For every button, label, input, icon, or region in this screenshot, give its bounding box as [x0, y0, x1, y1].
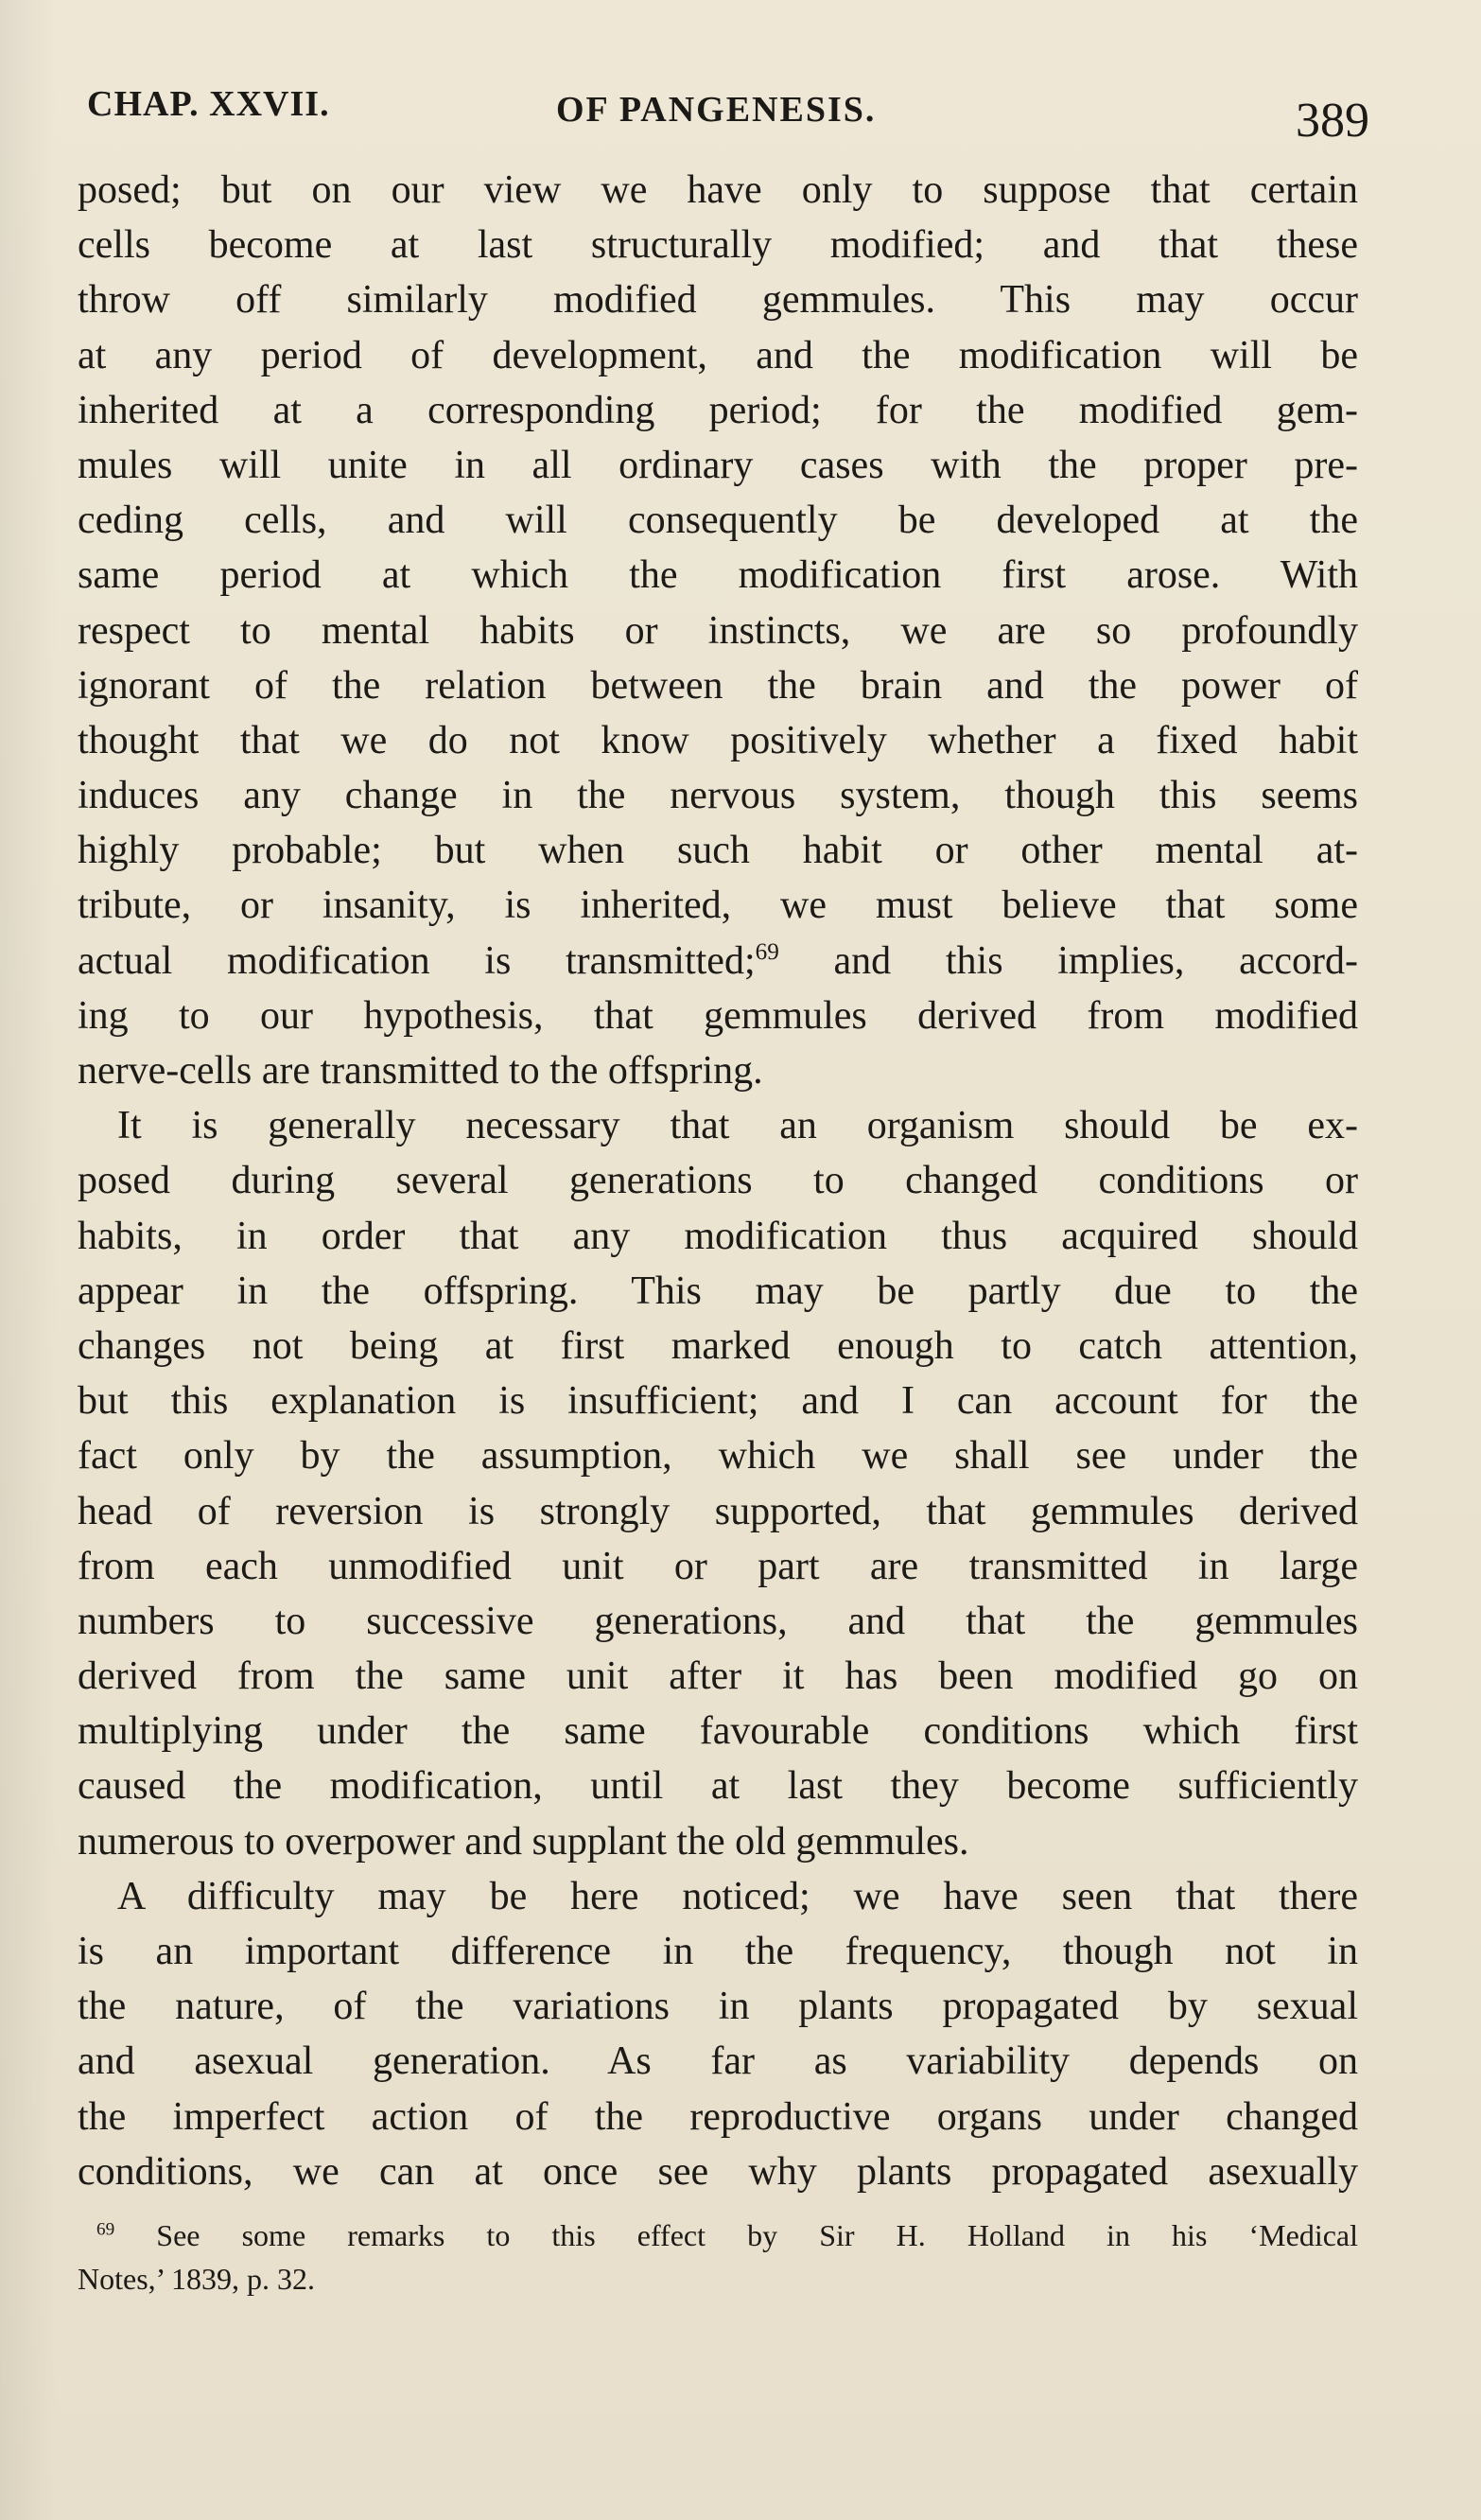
- text-line: the imperfect action of the reproductive organs under changed: [78, 2094, 1358, 2139]
- page-number: 389: [1296, 94, 1369, 148]
- text-line: inherited at a corresponding period; for the modified gem-: [78, 388, 1358, 432]
- text-line: cells become at last structurally modified; and that these: [78, 223, 1358, 268]
- footnote-line: Notes,’ 1839, p. 32.: [78, 2262, 315, 2296]
- text-line: at any period of development, and the modification will be: [78, 333, 1358, 377]
- text-line: numerous to overpower and supplant the old gemmules.: [78, 1819, 969, 1864]
- page-gutter-shadow: [0, 0, 57, 2520]
- text-line-with-footnote-ref: [78, 934, 1358, 989]
- text-line: respect to mental habits or instincts, we are so profoundly: [78, 608, 1358, 653]
- text-segment: and this implies, accord-: [778, 938, 1358, 983]
- text-line: numbers to successive generations, and that the gemmules: [78, 1599, 1358, 1643]
- text-line: mules will unite in all ordinary cases with the proper pre-: [78, 443, 1358, 487]
- running-title: OF PANGENESIS.: [556, 90, 877, 130]
- text-line: but this explanation is insufficient; and I can account for the: [78, 1379, 1358, 1424]
- text-segment: actual modification is transmitted;: [78, 938, 756, 983]
- footnote: [78, 2214, 1358, 2301]
- chapter-label: CHAP. XXVII.: [87, 84, 330, 124]
- footnote-line: [78, 2214, 1358, 2257]
- text-line: ceding cells, and will consequently be developed at the: [78, 499, 1358, 543]
- footnote-text: See some remarks to this effect by Sir H. Holland in his ‘Medical: [156, 2218, 1359, 2252]
- text-line: posed during several generations to changed conditions or: [78, 1159, 1358, 1203]
- page-header: [83, 78, 1369, 153]
- text-line: conditions, we can at once see why plants propagated asexually: [78, 2149, 1358, 2194]
- text-line: A difficulty may be here noticed; we have seen that there: [117, 1874, 1358, 1918]
- text-line: is an important difference in the frequency, though not in: [78, 1930, 1358, 1973]
- text-line: the nature, of the variations in plants propagated by sexual: [78, 1985, 1358, 2029]
- text-line: fact only by the assumption, which we shall see under the: [78, 1434, 1358, 1479]
- text-line: thought that we do not know positively whether a fixed habit: [78, 718, 1358, 762]
- text-line: multiplying under the same favourable conditions which first: [78, 1709, 1358, 1754]
- text-line: posed; but on our view we have only to suppose that certain: [78, 168, 1358, 212]
- text-line: appear in the offspring. This may be partly due to the: [78, 1269, 1358, 1313]
- text-line: It is generally necessary that an organism should be ex-: [117, 1104, 1358, 1148]
- footnote-reference: 69: [755, 938, 779, 965]
- text-line: and asexual generation. As far as variability depends on: [78, 2039, 1358, 2084]
- text-line: tribute, or insanity, is inherited, we must believe that some: [78, 884, 1358, 928]
- text-line: derived from the same unit after it has been modified go on: [78, 1654, 1358, 1699]
- text-line: throw off similarly modified gemmules. This may occur: [78, 278, 1358, 323]
- footnote-number: 69: [96, 2219, 115, 2240]
- text-line: head of reversion is strongly supported, that gemmules derived: [78, 1489, 1358, 1533]
- text-line: same period at which the modification first arose. With: [78, 553, 1358, 598]
- text-line: habits, in order that any modification thus acquired should: [78, 1214, 1358, 1258]
- text-line: caused the modification, until at last they become sufficiently: [78, 1764, 1358, 1809]
- body-text: [78, 163, 1358, 2199]
- text-line: from each unmodified unit or part are transmitted in large: [78, 1544, 1358, 1588]
- text-line: induces any change in the nervous system, though this seems: [78, 774, 1358, 818]
- text-line: ignorant of the relation between the brain and the power of: [78, 663, 1358, 708]
- text-line: ing to our hypothesis, that gemmules derived from modified: [78, 993, 1358, 1038]
- text-line: changes not being at first marked enough to catch attention,: [78, 1323, 1358, 1368]
- text-line: nerve-cells are transmitted to the offspring.: [78, 1049, 763, 1093]
- text-line: highly probable; but when such habit or other mental at-: [78, 829, 1358, 873]
